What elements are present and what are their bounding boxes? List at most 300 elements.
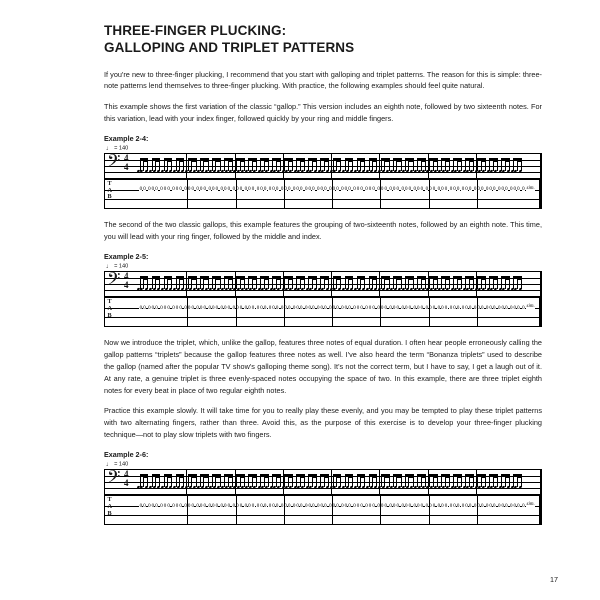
sim-marking: sim. bbox=[526, 186, 535, 192]
tab-number: 0 bbox=[260, 305, 263, 311]
note-head bbox=[188, 485, 192, 488]
note-stem bbox=[497, 474, 498, 487]
page-title bbox=[104, 22, 542, 57]
beamed-note-group bbox=[513, 472, 522, 494]
tab-number: 0 bbox=[263, 503, 267, 509]
tab-number: 0 bbox=[272, 503, 275, 509]
final-barline bbox=[539, 496, 541, 524]
tab-number: 0 bbox=[215, 187, 219, 193]
barline bbox=[332, 496, 336, 524]
beamed-note-group bbox=[224, 472, 233, 494]
beamed-note-group bbox=[260, 472, 269, 494]
tab-number: 0 bbox=[465, 503, 468, 509]
tab-number: 0 bbox=[232, 503, 236, 509]
tab-number: 0 bbox=[497, 503, 501, 509]
tab-number: 0 bbox=[248, 503, 251, 509]
beamed-note-group bbox=[272, 472, 281, 494]
music-example-2-6 bbox=[104, 462, 542, 526]
tab-number: 0 bbox=[172, 503, 175, 509]
tab-number: 0 bbox=[453, 305, 456, 311]
tab-number: 0 bbox=[184, 187, 187, 193]
tab-number: 0 bbox=[437, 305, 441, 311]
barline bbox=[235, 272, 236, 296]
tab-number: 0 bbox=[208, 503, 211, 509]
note-head bbox=[374, 485, 378, 488]
note-head bbox=[156, 169, 160, 172]
barline bbox=[283, 272, 284, 296]
barline bbox=[236, 496, 237, 524]
beamed-note-group bbox=[176, 472, 185, 494]
beamed-note-group bbox=[369, 156, 378, 178]
tab-number: 0 bbox=[480, 187, 484, 193]
note-stem bbox=[461, 474, 462, 487]
note-head bbox=[361, 485, 365, 488]
tab-number: 0 bbox=[300, 305, 303, 311]
note-head bbox=[188, 287, 192, 290]
tab-number: 0 bbox=[420, 503, 424, 509]
tab-number: 0 bbox=[353, 187, 356, 193]
note-stem bbox=[264, 158, 265, 171]
tab-number: 0 bbox=[224, 305, 227, 311]
beamed-note-group bbox=[489, 156, 498, 178]
note-stem bbox=[280, 158, 281, 171]
note-stem bbox=[312, 474, 313, 487]
tab-number: 0 bbox=[336, 187, 339, 193]
tab-letters bbox=[108, 299, 112, 319]
beamed-note-group bbox=[260, 156, 269, 178]
tab-number: 0 bbox=[292, 187, 296, 193]
tab-number: 0 bbox=[236, 305, 239, 311]
example-label-2-6: Example 2-6: bbox=[104, 449, 149, 459]
tab-number: 0 bbox=[268, 305, 272, 311]
note-stem bbox=[268, 158, 269, 171]
barline bbox=[284, 180, 285, 208]
tab-number: 0 bbox=[220, 305, 224, 311]
beamed-note-group bbox=[429, 472, 438, 494]
paragraph-gallop-2: The second of the two classic gallops, this example features the grouping of two-sixteenth notes, followed by an eighth note. This time, you will lead with your ring finger, followed by the middle and index. bbox=[104, 220, 542, 242]
bass-clef-icon: 𝄢 bbox=[107, 467, 121, 492]
barline bbox=[235, 470, 236, 494]
tab-number: 0 bbox=[143, 503, 146, 509]
tab-number: 0 bbox=[365, 187, 368, 193]
beamed-note-group bbox=[357, 156, 366, 178]
tab-number: 0 bbox=[336, 305, 339, 311]
time-signature-top: 4 bbox=[124, 153, 129, 164]
note-head bbox=[369, 287, 373, 290]
note-stem bbox=[517, 276, 518, 289]
note-head bbox=[506, 287, 510, 290]
tab-number: 0 bbox=[353, 503, 356, 509]
final-barline bbox=[539, 180, 541, 208]
tab-number: 0 bbox=[151, 305, 155, 311]
tab-number: 0 bbox=[365, 305, 368, 311]
tab-letters bbox=[108, 497, 112, 517]
paragraph-gallop-1: This example shows the first variation of the classic “gallop.” This version includes an eighth note, followed by two sixteenth notes. For this variation, lead with your index finger, followed quickly by your ring and middle fingers. bbox=[104, 102, 542, 123]
tab-number: 0 bbox=[163, 503, 167, 509]
barline bbox=[379, 470, 380, 494]
tab-number: 0 bbox=[341, 503, 344, 509]
beamed-note-group bbox=[417, 274, 426, 296]
tab-number: 0 bbox=[441, 305, 444, 311]
beamed-note-group bbox=[200, 156, 209, 178]
note-stem bbox=[256, 276, 257, 289]
tab-number: 0 bbox=[292, 305, 296, 311]
note-stem bbox=[324, 474, 325, 487]
tab-number: 0 bbox=[151, 503, 155, 509]
note-head bbox=[200, 287, 204, 290]
tab-number: 0 bbox=[179, 187, 182, 193]
tab-number: 0 bbox=[522, 305, 525, 311]
tab-number: 0 bbox=[287, 503, 291, 509]
tempo-marking bbox=[104, 264, 542, 271]
tab-number: 0 bbox=[239, 187, 243, 193]
note-stem bbox=[292, 158, 293, 171]
tab-number: 0 bbox=[344, 503, 348, 509]
barline bbox=[428, 154, 429, 178]
tab-number: 0 bbox=[324, 305, 327, 311]
tab-number: 0 bbox=[155, 503, 158, 509]
beamed-note-group bbox=[140, 156, 149, 178]
note-head bbox=[369, 169, 373, 172]
tab-number: 0 bbox=[341, 187, 344, 193]
tab-number: 0 bbox=[196, 187, 199, 193]
barline bbox=[477, 496, 478, 524]
time-signature-bottom: 4 bbox=[124, 280, 129, 291]
note-stem bbox=[497, 276, 498, 289]
tablature-staff bbox=[104, 297, 542, 327]
note-stem bbox=[244, 158, 245, 171]
bass-clef-icon: 𝄢 bbox=[107, 269, 121, 294]
note-stem bbox=[449, 158, 450, 171]
tab-number: 0 bbox=[211, 503, 215, 509]
barline bbox=[284, 496, 285, 524]
time-signature-top: 4 bbox=[124, 469, 129, 480]
beamed-note-group bbox=[333, 274, 342, 296]
tab-number: 0 bbox=[256, 503, 260, 509]
tab-number: 0 bbox=[356, 503, 360, 509]
tab-number: 0 bbox=[389, 305, 392, 311]
tab-number: 0 bbox=[360, 503, 363, 509]
tab-number: 0 bbox=[449, 503, 453, 509]
staff-notation bbox=[104, 469, 542, 495]
beamed-note-group bbox=[320, 156, 329, 178]
note-head bbox=[345, 169, 349, 172]
tab-number: 0 bbox=[468, 187, 472, 193]
note-head bbox=[325, 287, 329, 290]
barline bbox=[380, 298, 381, 326]
tab-number: 0 bbox=[480, 305, 484, 311]
tab-number: 0 bbox=[473, 503, 477, 509]
tab-number: 0 bbox=[413, 305, 417, 311]
note-stem bbox=[256, 158, 257, 171]
tab-number: 0 bbox=[304, 503, 308, 509]
note-stem bbox=[188, 158, 189, 171]
beamed-note-group bbox=[164, 472, 173, 494]
beamed-note-group bbox=[357, 472, 366, 494]
beamed-note-group bbox=[188, 274, 197, 296]
note-stem bbox=[461, 158, 462, 171]
note-head bbox=[168, 287, 172, 290]
paragraph-intro: If you're new to three-finger plucking, I recommend that you start with galloping and triplet patterns. The reason for this is simple: three-note patterns lend themselves to three-finger plucking. With practice, the following examples should feel quite natural. bbox=[104, 69, 542, 91]
barline bbox=[476, 470, 477, 494]
tab-number: 0 bbox=[420, 187, 424, 193]
tab-number: 0 bbox=[456, 187, 460, 193]
tab-number: 0 bbox=[413, 503, 417, 509]
note-stem bbox=[268, 276, 269, 289]
tab-number: 0 bbox=[522, 503, 525, 509]
tab-number: 0 bbox=[187, 503, 191, 509]
bass-clef-icon: 𝄢 bbox=[107, 151, 121, 176]
tab-number: 0 bbox=[317, 503, 320, 509]
tab-letter-b: B bbox=[107, 509, 112, 517]
tab-letter-t: T bbox=[107, 298, 112, 306]
tab-number: 0 bbox=[148, 187, 151, 193]
beamed-note-group bbox=[345, 274, 354, 296]
tab-number: 0 bbox=[187, 305, 191, 311]
tab-number: 0 bbox=[155, 187, 158, 193]
tab-number: 0 bbox=[477, 503, 480, 509]
note-stem bbox=[449, 474, 450, 487]
tab-number: 0 bbox=[208, 187, 211, 193]
tab-number: 0 bbox=[401, 187, 404, 193]
note-head bbox=[337, 287, 341, 290]
tab-number: 0 bbox=[175, 305, 179, 311]
note-head bbox=[506, 485, 510, 488]
tab-number: 0 bbox=[300, 503, 303, 509]
staff-notation bbox=[104, 271, 542, 297]
note-stem bbox=[425, 158, 426, 171]
tab-number: 0 bbox=[449, 305, 453, 311]
note-head bbox=[313, 287, 317, 290]
note-head bbox=[176, 287, 180, 290]
staff-notation bbox=[104, 153, 542, 179]
tab-number: 0 bbox=[184, 503, 187, 509]
tab-number: 0 bbox=[329, 187, 332, 193]
barline bbox=[236, 298, 237, 326]
beamed-note-group bbox=[308, 156, 317, 178]
note-stem bbox=[336, 276, 337, 289]
tab-letter-a: A bbox=[107, 305, 112, 312]
beamed-note-group bbox=[164, 274, 173, 296]
notation-system bbox=[104, 462, 542, 526]
tab-number: 0 bbox=[143, 305, 146, 311]
note-stem bbox=[292, 276, 293, 289]
note-head bbox=[156, 287, 160, 290]
tab-number: 0 bbox=[196, 305, 199, 311]
tab-number: 0 bbox=[139, 305, 143, 311]
tab-number: 0 bbox=[368, 187, 372, 193]
note-head bbox=[393, 485, 397, 488]
tab-number: 0 bbox=[179, 305, 182, 311]
final-barline bbox=[539, 298, 541, 326]
tab-number: 0 bbox=[468, 503, 472, 509]
tab-number: 0 bbox=[485, 503, 489, 509]
tab-number: 0 bbox=[320, 503, 324, 509]
barline bbox=[104, 272, 105, 296]
beamed-note-group bbox=[200, 274, 209, 296]
tab-number: 0 bbox=[408, 187, 412, 193]
tab-number: 0 bbox=[489, 305, 492, 311]
note-head bbox=[381, 485, 385, 488]
tab-number: 0 bbox=[465, 187, 468, 193]
barline bbox=[428, 272, 429, 296]
tab-number: 0 bbox=[187, 187, 191, 193]
tab-number: 0 bbox=[477, 187, 480, 193]
tab-number: 0 bbox=[384, 187, 387, 193]
note-stem bbox=[497, 158, 498, 171]
tab-number: 0 bbox=[275, 503, 279, 509]
barline bbox=[379, 154, 380, 178]
tab-number: 0 bbox=[501, 503, 504, 509]
note-head bbox=[361, 287, 365, 290]
beamed-note-group bbox=[212, 156, 221, 178]
tab-number: 0 bbox=[493, 503, 496, 509]
tab-number: 0 bbox=[191, 187, 194, 193]
tab-number: 0 bbox=[175, 187, 179, 193]
note-stem bbox=[473, 158, 474, 171]
tab-number: 0 bbox=[227, 305, 231, 311]
tab-number: 0 bbox=[224, 187, 227, 193]
note-stem bbox=[473, 474, 474, 487]
beamed-note-group bbox=[489, 472, 498, 494]
beamed-note-group bbox=[465, 274, 474, 296]
tab-letter-b: B bbox=[107, 193, 112, 201]
barline bbox=[284, 298, 285, 326]
note-head bbox=[406, 169, 410, 172]
time-signature bbox=[124, 154, 129, 172]
tab-number: 0 bbox=[312, 503, 315, 509]
barline bbox=[332, 180, 336, 208]
tempo-value: = 140 bbox=[114, 145, 129, 152]
tab-number: 0 bbox=[239, 305, 243, 311]
beamed-note-group bbox=[417, 156, 426, 178]
tab-number: 0 bbox=[317, 305, 320, 311]
note-stem bbox=[324, 276, 325, 289]
tab-number: 0 bbox=[263, 187, 267, 193]
tab-number: 0 bbox=[425, 503, 429, 509]
beamed-note-group bbox=[477, 274, 486, 296]
tab-number: 0 bbox=[380, 503, 384, 509]
beamed-note-group bbox=[176, 274, 185, 296]
tab-number: 0 bbox=[505, 503, 508, 509]
tab-number: 0 bbox=[420, 305, 424, 311]
beamed-note-group bbox=[381, 274, 390, 296]
note-head bbox=[168, 485, 172, 488]
tab-number: 0 bbox=[432, 305, 436, 311]
beamed-note-group bbox=[453, 274, 462, 296]
tab-number: 0 bbox=[215, 305, 219, 311]
tab-number: 0 bbox=[191, 503, 194, 509]
note-stem bbox=[232, 158, 233, 171]
tab-number: 0 bbox=[432, 503, 436, 509]
tab-number: 0 bbox=[377, 503, 380, 509]
tab-number: 0 bbox=[389, 187, 392, 193]
tab-number: 0 bbox=[148, 503, 151, 509]
note-stem bbox=[517, 158, 518, 171]
tab-number: 0 bbox=[404, 503, 408, 509]
beamed-note-group bbox=[501, 472, 510, 494]
beamed-note-group bbox=[260, 274, 269, 296]
tempo-marking bbox=[104, 462, 542, 469]
tab-number: 0 bbox=[272, 305, 275, 311]
tab-number: 0 bbox=[143, 187, 146, 193]
tab-number: 0 bbox=[380, 305, 384, 311]
tab-number: 0 bbox=[268, 503, 272, 509]
tab-number: 0 bbox=[296, 503, 299, 509]
note-head bbox=[357, 287, 361, 290]
barline bbox=[380, 180, 381, 208]
tab-number: 0 bbox=[236, 503, 239, 509]
beamed-note-group bbox=[345, 472, 354, 494]
note-stem bbox=[176, 158, 177, 171]
beamed-note-group bbox=[393, 472, 402, 494]
tab-number: 0 bbox=[493, 187, 496, 193]
beamed-note-group bbox=[333, 156, 342, 178]
barline bbox=[476, 154, 477, 178]
note-stem bbox=[280, 276, 281, 289]
tab-number: 0 bbox=[296, 305, 299, 311]
tab-number: 0 bbox=[163, 305, 167, 311]
note-stem bbox=[517, 474, 518, 487]
tab-number: 0 bbox=[368, 305, 372, 311]
tab-number: 0 bbox=[304, 187, 308, 193]
tab-number: 0 bbox=[199, 187, 203, 193]
tab-number: 0 bbox=[372, 187, 375, 193]
tab-number: 0 bbox=[284, 503, 287, 509]
note-head bbox=[518, 485, 522, 488]
tab-number: 0 bbox=[372, 305, 375, 311]
tab-number: 0 bbox=[191, 305, 194, 311]
tab-number: 0 bbox=[251, 305, 255, 311]
note-head bbox=[200, 169, 204, 172]
paragraph-triplet-intro: Now we introduce the triplet, which, unlike the gallop, features three notes of equal duration. I often hear people erroneously calling the gallop patterns “triplets” because the gallop features three notes as well. I've also heard the term “Bonanza triplets” used to describe the gallop (named after the popular TV show's galloping theme song). It's not the correct term, but I have to say, I get a laugh out of it. At any rate, a genuine triplet is three evenly-spaced notes occupying the space of two. In this example, there are three triplet eighth notes for every beat in place of two regular eighth notes. bbox=[104, 338, 542, 395]
note-stem bbox=[312, 276, 313, 289]
beamed-note-group bbox=[248, 274, 257, 296]
tab-number: 0 bbox=[344, 305, 348, 311]
barline bbox=[477, 298, 478, 326]
tab-number: 0 bbox=[477, 305, 480, 311]
page-title-line-2: GALLOPING AND TRIPLET PATTERNS bbox=[104, 40, 355, 56]
tempo-marking bbox=[104, 146, 542, 153]
tab-number: 0 bbox=[148, 305, 151, 311]
tab-number: 0 bbox=[441, 503, 444, 509]
time-signature-bottom: 4 bbox=[124, 478, 129, 489]
tab-number: 0 bbox=[332, 503, 336, 509]
note-stem bbox=[268, 474, 269, 487]
beamed-note-group bbox=[284, 156, 293, 178]
barline bbox=[429, 298, 430, 326]
beamed-note-group bbox=[164, 156, 173, 178]
tab-number: 0 bbox=[272, 187, 275, 193]
sim-marking: sim. bbox=[526, 304, 535, 310]
note-head bbox=[144, 169, 148, 172]
tab-number: 0 bbox=[244, 187, 248, 193]
tab-number: 0 bbox=[513, 305, 517, 311]
tab-number: 0 bbox=[392, 187, 396, 193]
note-head bbox=[188, 169, 192, 172]
tab-number: 0 bbox=[505, 305, 508, 311]
note-head bbox=[164, 485, 168, 488]
note-stem bbox=[469, 158, 470, 171]
music-example-2-4 bbox=[104, 146, 542, 210]
note-stem bbox=[280, 474, 281, 487]
barline bbox=[186, 154, 187, 178]
tab-number: 0 bbox=[336, 503, 339, 509]
barline bbox=[235, 154, 236, 178]
beamed-note-group bbox=[357, 274, 366, 296]
tab-number: 0 bbox=[317, 187, 320, 193]
note-head bbox=[313, 169, 317, 172]
